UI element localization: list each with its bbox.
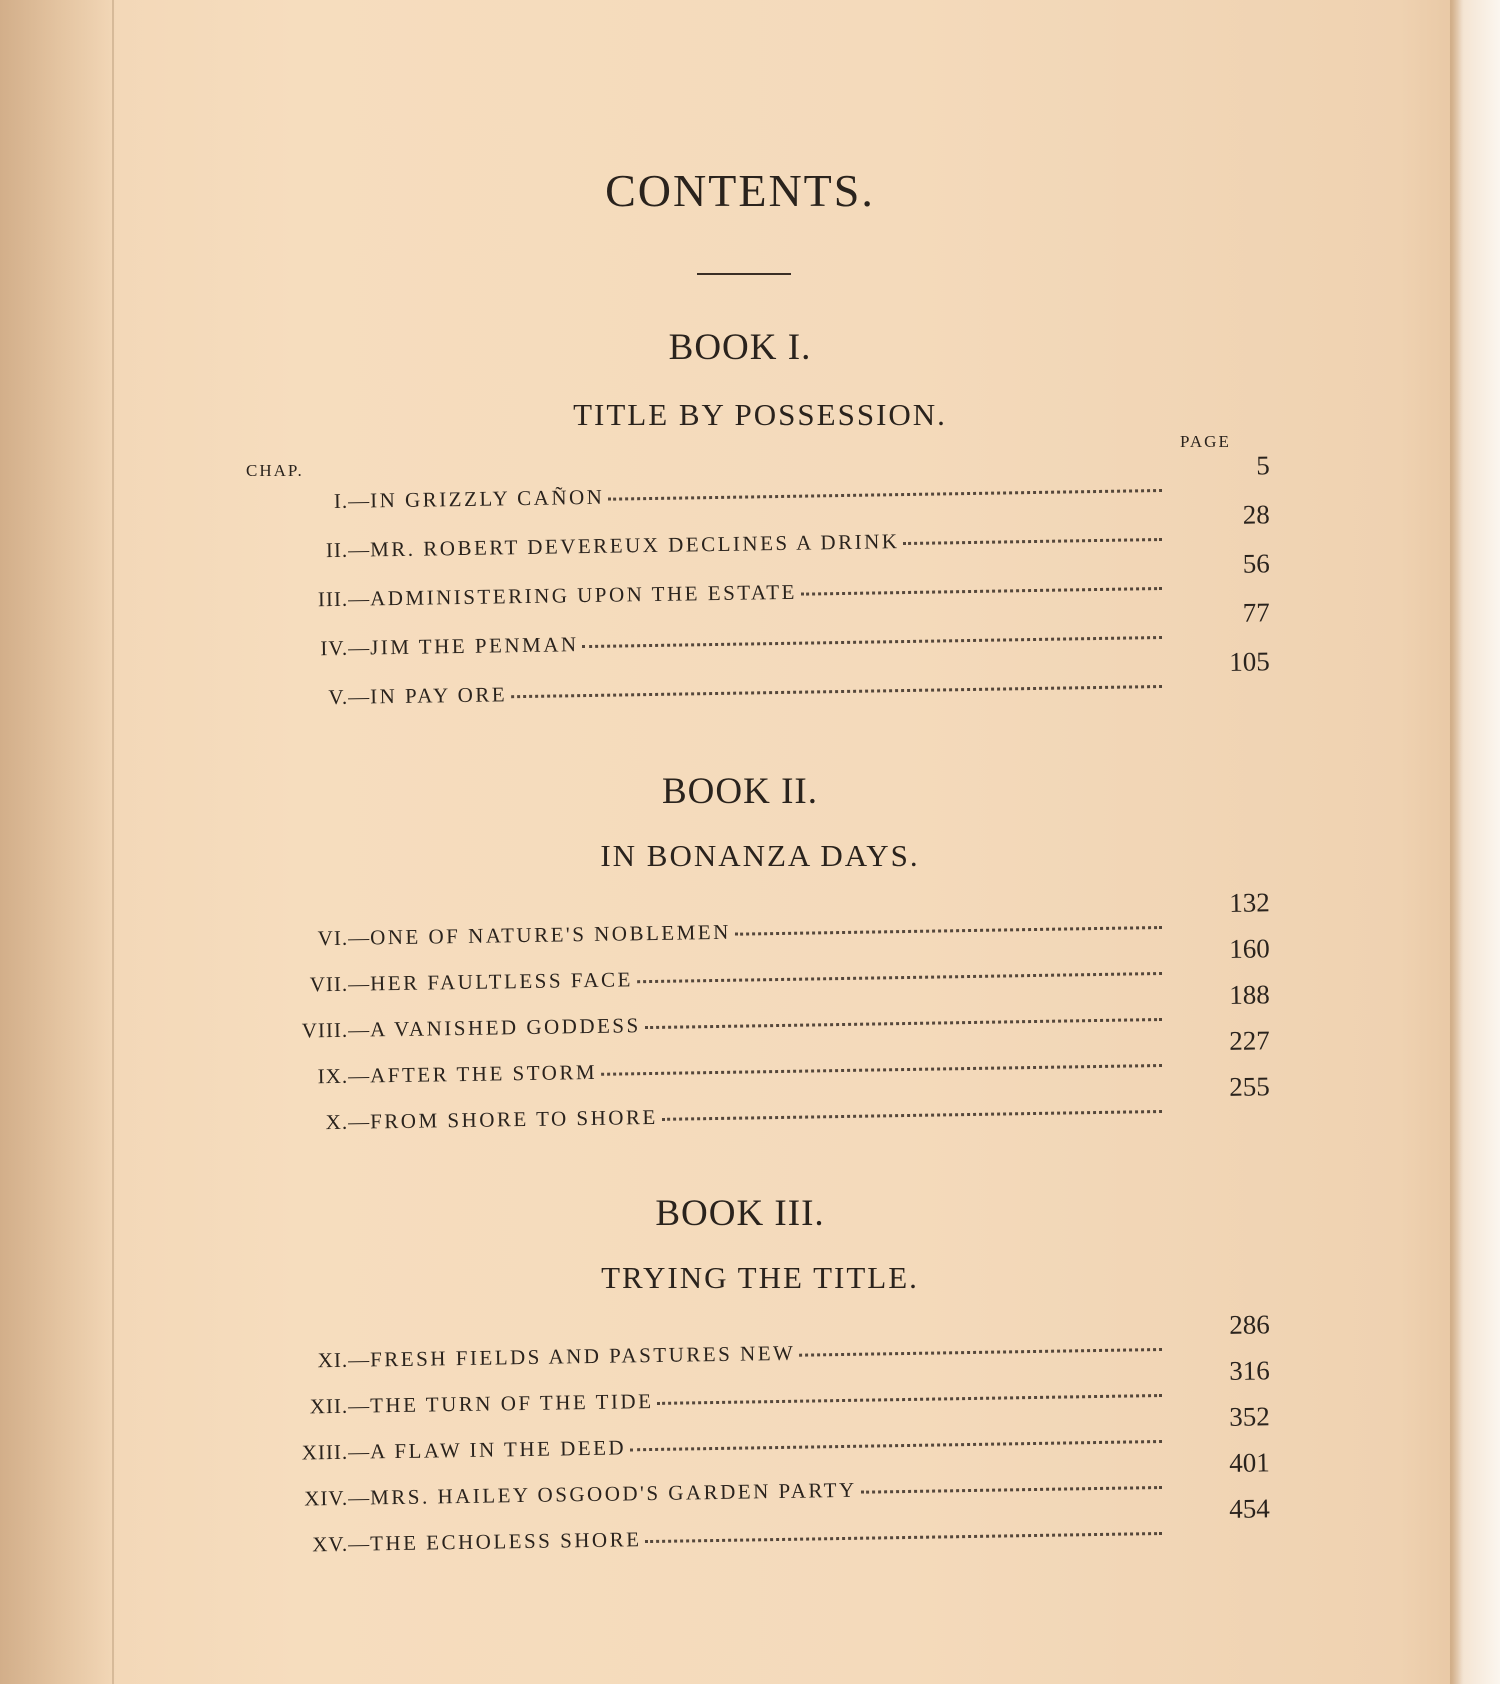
book-3-heading: BOOK III. <box>655 1193 825 1234</box>
dot-leader <box>645 1015 1162 1029</box>
chapter-page-number: 255 <box>1228 1071 1270 1102</box>
chapter-title: A FLAW IN THE DEED <box>369 1435 627 1464</box>
chapter-page-number: 56 <box>1242 548 1270 579</box>
dot-leader <box>662 1107 1162 1121</box>
dot-leader <box>630 1437 1162 1451</box>
chapter-numeral: X.— <box>325 1109 371 1135</box>
chapter-title: IN PAY ORE <box>369 682 508 709</box>
chapter-title: AFTER THE STORM <box>369 1059 598 1088</box>
book-2-subtitle: IN BONANZA DAYS. <box>600 838 920 873</box>
title-rule <box>697 273 791 275</box>
book-1-heading: BOOK I. <box>668 327 812 368</box>
chapter-page-number: 352 <box>1228 1401 1270 1432</box>
chapter-numeral: II.— <box>325 537 371 563</box>
chapter-page-number: 401 <box>1228 1447 1270 1478</box>
chapter-page-number: 105 <box>1228 646 1270 677</box>
chapter-page-number: 188 <box>1228 979 1270 1010</box>
dot-leader <box>637 969 1162 983</box>
dot-leader <box>601 1061 1162 1076</box>
chapter-numeral: III.— <box>317 586 371 612</box>
chapter-title: FROM SHORE TO SHORE <box>369 1104 658 1134</box>
chapter-title: FRESH FIELDS AND PASTURES NEW <box>369 1340 796 1372</box>
chapter-numeral: IX.— <box>317 1063 371 1089</box>
chapter-page-number: 227 <box>1228 1025 1270 1056</box>
chapter-page-number: 316 <box>1228 1355 1270 1386</box>
chapter-numeral: XV.— <box>312 1531 371 1557</box>
chapter-title: THE TURN OF THE TIDE <box>369 1388 654 1418</box>
page-column-label: PAGE <box>1180 432 1231 451</box>
dot-leader <box>645 1529 1162 1543</box>
chapter-numeral: XIII.— <box>301 1439 371 1465</box>
chapter-numeral: XII.— <box>309 1393 371 1419</box>
chapter-title: THE ECHOLESS SHORE <box>369 1527 642 1556</box>
book-2-heading: BOOK II. <box>662 771 818 812</box>
chapter-title: JIM THE PENMAN <box>369 632 579 660</box>
dot-leader <box>861 1483 1162 1494</box>
dot-leader <box>799 1345 1162 1357</box>
chapter-numeral: VI.— <box>317 925 371 951</box>
dot-leader <box>583 633 1163 648</box>
contents-title: CONTENTS. <box>605 165 875 216</box>
chapter-numeral: V.— <box>328 684 371 710</box>
book-3-subtitle: TRYING THE TITLE. <box>601 1260 919 1295</box>
chapter-numeral: XI.— <box>317 1347 371 1373</box>
chapter-numeral: I.— <box>333 488 371 513</box>
chapter-numeral: VII.— <box>309 971 371 997</box>
chapter-column-label: CHAP. <box>246 461 304 480</box>
chapter-title: MRS. HAILEY OSGOOD'S GARDEN PARTY <box>369 1477 857 1510</box>
chapter-page-number: 5 <box>1255 450 1270 481</box>
chapter-numeral: VIII.— <box>301 1017 371 1043</box>
dot-leader <box>657 1391 1162 1405</box>
dot-leader <box>608 486 1162 501</box>
chapter-title: IN GRIZZLY CAÑON <box>369 484 605 513</box>
chapter-numeral: IV.— <box>320 635 371 661</box>
dot-leader <box>511 682 1162 698</box>
chapter-page-number: 77 <box>1242 597 1270 628</box>
chapter-title: ONE OF NATURE'S NOBLEMEN <box>369 919 731 950</box>
chapter-title: ADMINISTERING UPON THE ESTATE <box>369 579 798 611</box>
chapter-page-number: 28 <box>1242 499 1270 530</box>
dot-leader <box>903 535 1162 545</box>
chapter-page-number: 132 <box>1228 887 1270 918</box>
chapter-title: HER FAULTLESS FACE <box>369 967 634 996</box>
chapter-title: A VANISHED GODDESS <box>369 1013 641 1042</box>
dot-leader <box>735 923 1162 936</box>
chapter-page-number: 454 <box>1228 1493 1270 1524</box>
chapter-numeral: XIV.— <box>304 1485 371 1511</box>
dot-leader <box>801 584 1162 596</box>
chapter-page-number: 286 <box>1228 1309 1270 1340</box>
chapter-title: MR. ROBERT DEVEREUX DECLINES A DRINK <box>369 529 900 562</box>
chapter-page-number: 160 <box>1228 933 1270 964</box>
book-1-subtitle: TITLE BY POSSESSION. <box>573 397 947 432</box>
